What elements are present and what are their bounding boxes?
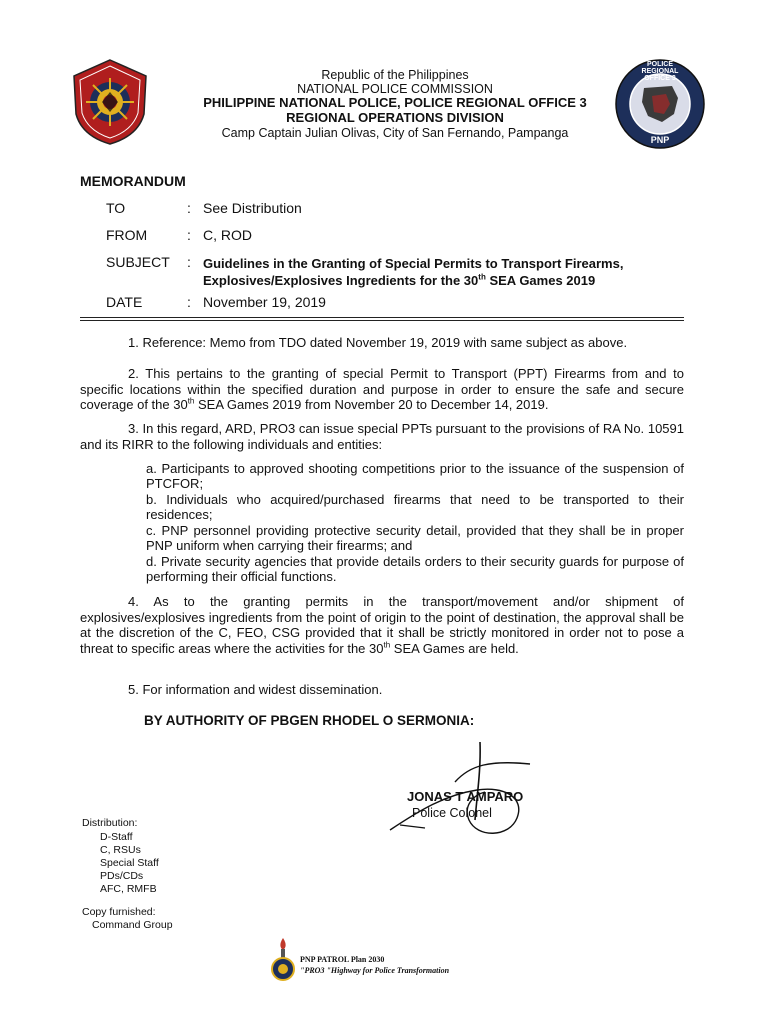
signatory-name: JONAS T AMPARO (407, 789, 524, 804)
distribution-item: D-Staff (100, 831, 133, 843)
signatory-rank: Police Colonel (412, 806, 492, 820)
paragraph-2: 2. This pertains to the granting of special Permit to Transport (PPT) Firearms from and to specific locations within the specified duration and purpose in order to ensure the safe and secure coverage of the 30th SEA Games 2019 from November 20 to December 14, 2019. (80, 366, 684, 412)
list-item-c: c. PNP personnel providing protective security detail, provided that they shall be in proper PNP uniform when carrying their firearms; and (146, 523, 684, 553)
copy-furnished-item: Command Group (92, 919, 173, 931)
date-value: November 19, 2019 (203, 294, 326, 310)
header-division: REGIONAL OPERATIONS DIVISION (286, 110, 504, 125)
seal-label-top: POLICE REGIONAL OFFICE 3 (641, 61, 679, 82)
header-commission: NATIONAL POLICE COMMISSION (297, 82, 493, 96)
date-label: DATE (106, 294, 143, 310)
pnp-seal-left (72, 58, 148, 146)
distribution-list (100, 831, 159, 896)
authority-line: BY AUTHORITY OF PBGEN RHODEL O SERMONIA: (144, 713, 475, 728)
seal-label-bottom: PNP (650, 135, 670, 145)
distribution-item: C, RSUs (100, 844, 141, 856)
list-item-b: b. Individuals who acquired/purchased firearms that need to be transported to their residences; (146, 492, 684, 522)
distribution-item: PDs/CDs (100, 870, 144, 882)
paragraph-1: 1. Reference: Memo from TDO dated November 19, 2019 with same subject as above. (128, 335, 628, 350)
distribution-item: AFC, RMFB (100, 883, 157, 895)
subject-label: SUBJECT (106, 254, 170, 270)
subject-value: Guidelines in the Granting of Special Permits to Transport Firearms, Explosives/Explosives Ingredients for the 30th SEA Games 2019 (203, 256, 624, 288)
distribution-label: Distribution: (82, 817, 138, 829)
copy-furnished-label: Copy furnished: (82, 906, 156, 918)
header-address: Camp Captain Julian Olivas, City of San Fernando, Pampanga (221, 126, 569, 140)
to-label: TO (106, 200, 126, 216)
distribution-item: Special Staff (100, 857, 159, 869)
list-item-a: a. Participants to approved shooting competitions prior to the issuance of the suspension of PTCFOR; (146, 461, 684, 491)
date-colon: : (187, 294, 191, 310)
paragraph-3: 3. In this regard, ARD, PRO3 can issue special PPTs pursuant to the provisions of RA No. 10591 and its RIRR to the following individuals and entities: (80, 421, 684, 452)
list-item-d: d. Private security agencies that provide details orders to their security guards for purpose of performing their official functions. (146, 554, 684, 584)
paragraph-5: 5. For information and widest dissemination. (128, 682, 383, 697)
to-colon: : (187, 200, 191, 216)
divider-rule-2 (80, 320, 684, 321)
divider-rule-1 (80, 317, 684, 318)
pnp-patrol-emblem (270, 936, 296, 984)
footer-tagline: "PRO3 "Highway for Police Transformation (300, 966, 450, 975)
header-republic: Republic of the Philippines (321, 68, 469, 82)
memo-title: MEMORANDUM (80, 173, 186, 189)
from-value: C, ROD (203, 227, 252, 243)
subject-colon: : (187, 254, 191, 270)
from-label: FROM (106, 227, 148, 243)
to-value: See Distribution (203, 200, 302, 216)
paragraph-4: 4. As to the granting permits in the transport/movement and/or shipment of explosives/explosives ingredients from the point of origin to the point of destination, the approval shall be at the discretion of the C, FEO, CSG provided that it shall be strictly monitored in order not to pose a threat to specific areas where the activities for the 30th SEA Games are held. (80, 594, 684, 656)
pro3-seal-right (614, 58, 706, 150)
header-office: PHILIPPINE NATIONAL POLICE, POLICE REGIONAL OFFICE 3 (203, 95, 587, 110)
from-colon: : (187, 227, 191, 243)
footer-plan: PNP PATROL Plan 2030 (300, 955, 385, 964)
